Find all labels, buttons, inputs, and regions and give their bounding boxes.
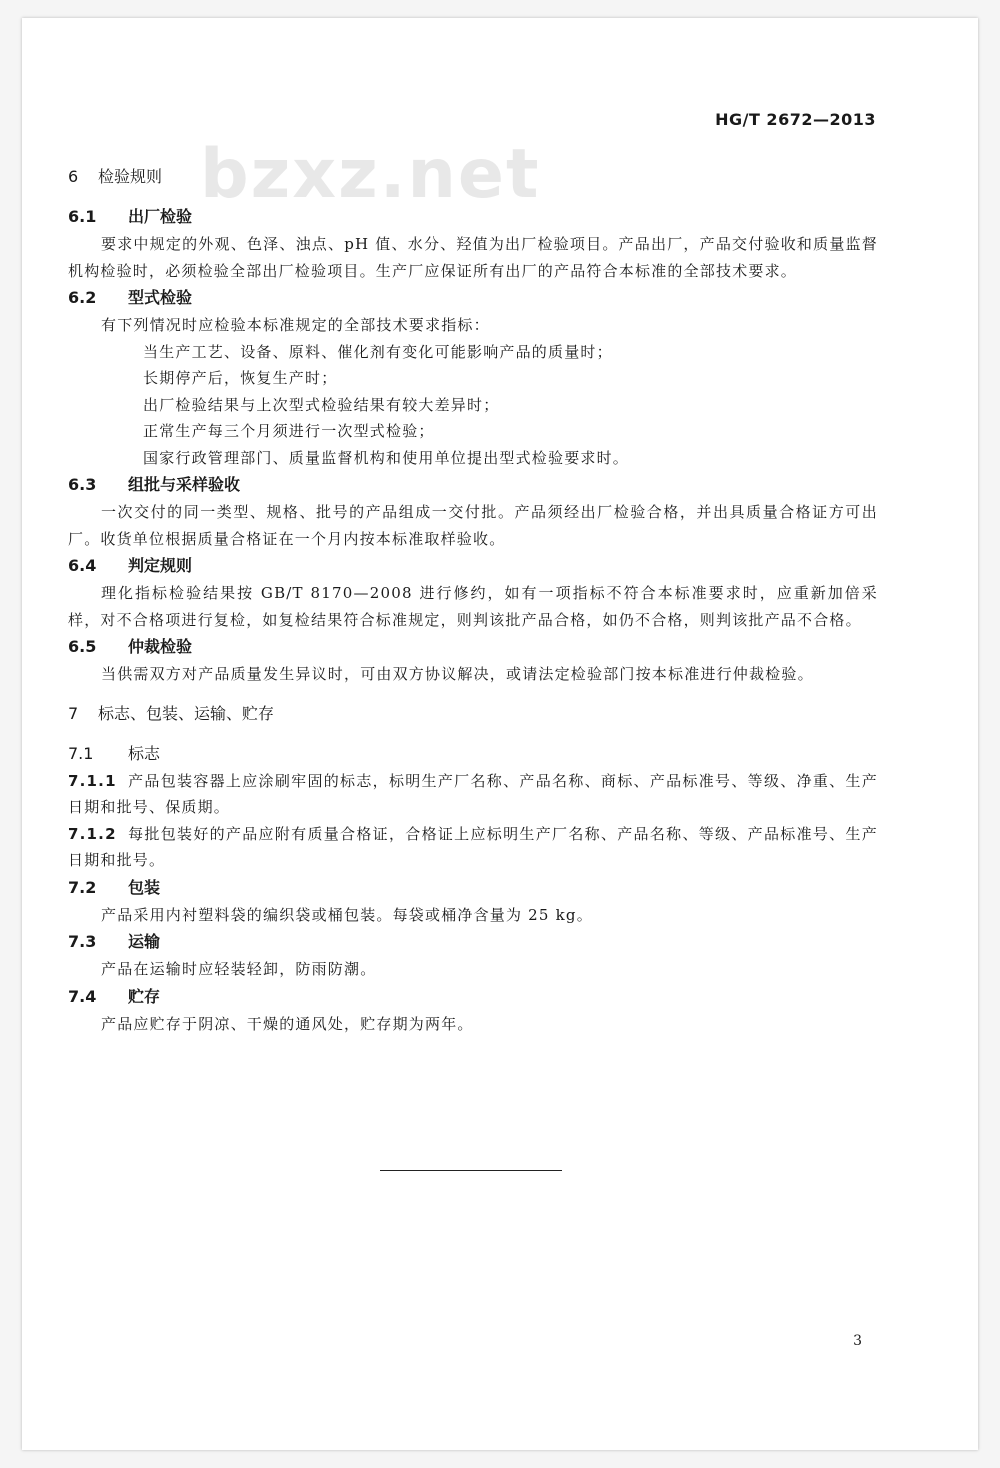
section-title: 出厂检验 — [128, 207, 193, 226]
section-7-4-heading — [68, 983, 878, 1011]
paragraph: 有下列情况时应检验本标准规定的全部技术要求指标： — [101, 316, 490, 334]
end-of-document-rule — [380, 1170, 562, 1171]
section-number: 6.4 — [68, 556, 97, 575]
section-number: 7.4 — [68, 986, 97, 1006]
section-title: 组批与采样验收 — [128, 475, 241, 494]
section-number: 7 — [68, 703, 79, 723]
document-body — [68, 163, 878, 1037]
paragraph: 一次交付的同一类型、规格、批号的产品组成一交付批。产品须经出厂检验合格，并出具质量合格证方可出厂。收货单位根据质量合格证在一个月内按本标准取样验收。 — [68, 503, 878, 548]
section-number: 7.3 — [68, 932, 97, 951]
list-item: 正常生产每三个月须进行一次型式检验； — [143, 422, 435, 440]
section-6-3-heading — [68, 471, 878, 499]
clause-7-1-2 — [68, 821, 878, 874]
clause-7-1-1 — [68, 768, 878, 821]
paragraph: 产品在运输时应轻装轻卸，防雨防潮。 — [101, 960, 377, 978]
section-number: 6.5 — [68, 637, 97, 656]
section-title: 型式检验 — [128, 288, 193, 307]
section-title: 贮存 — [128, 986, 161, 1006]
section-number: 6 — [68, 167, 79, 186]
list-item: 国家行政管理部门、质量监督机构和使用单位提出型式检验要求时。 — [143, 448, 630, 467]
paragraph: 理化指标检验结果按 GB/T 8170—2008 进行修约，如有一项指标不符合本标准要求时，应重新加倍采样，对不合格项进行复检，如复检结果符合标准规定，则判该批产品合格，如仍不合格，则判该批产品不合格。 — [68, 584, 878, 629]
section-title: 包装 — [128, 877, 161, 897]
section-7-3-heading — [68, 928, 878, 956]
section-6-4-heading — [68, 552, 878, 580]
section-7-1-heading — [68, 740, 878, 768]
section-6-heading — [68, 163, 878, 191]
section-title: 检验规则 — [98, 167, 163, 186]
paragraph: 要求中规定的外观、色泽、浊点、pH 值、水分、羟值为出厂检验项目。产品出厂，产品交付验收和质量监督机构检验时，必须检验全部出厂检验项目。生产厂应保证所有出厂的产品符合本标准的全部技术要求。 — [68, 235, 878, 280]
section-number: 6.2 — [68, 288, 97, 307]
list-item: 出厂检验结果与上次型式检验结果有较大差异时； — [143, 395, 500, 414]
paragraph: 产品应贮存于阴凉、干燥的通风处，贮存期为两年。 — [101, 1014, 474, 1033]
section-title: 仲裁检验 — [128, 637, 193, 656]
section-number: 7.1 — [68, 743, 94, 763]
standard-code: HG/T 2672—2013 — [715, 110, 876, 129]
section-title: 判定规则 — [128, 556, 193, 575]
section-title: 标志、包装、运输、贮存 — [98, 703, 275, 723]
section-7-2-heading — [68, 874, 878, 902]
watermark: bzxz.net — [200, 135, 541, 214]
section-6-5-heading — [68, 633, 878, 661]
section-number: 6.3 — [68, 475, 97, 494]
section-number: 6.1 — [68, 207, 97, 226]
section-title: 标志 — [128, 743, 161, 763]
section-7-heading — [68, 700, 878, 728]
clause-text: 产品包装容器上应涂刷牢固的标志，标明生产厂名称、产品名称、商标、产品标准号、等级、净重、生产日期和批号、保质期。 — [68, 771, 878, 816]
section-6-2-heading — [68, 284, 878, 312]
clause-number: 7.1.1 — [68, 771, 117, 790]
clause-text: 每批包装好的产品应附有质量合格证，合格证上应标明生产厂名称、产品名称、等级、产品标准号、生产日期和批号。 — [68, 824, 878, 869]
section-6-1-heading — [68, 203, 878, 231]
clause-number: 7.1.2 — [68, 824, 117, 843]
list-item: 当生产工艺、设备、原料、催化剂有变化可能影响产品的质量时； — [143, 342, 613, 361]
page-number: 3 — [853, 1333, 862, 1349]
section-title: 运输 — [128, 932, 161, 951]
paragraph: 产品采用内衬塑料袋的编织袋或桶包装。每袋或桶净含量为 25 kg。 — [101, 905, 593, 924]
list-item: 长期停产后，恢复生产时； — [143, 369, 338, 387]
paragraph: 当供需双方对产品质量发生异议时，可由双方协议解决，或请法定检验部门按本标准进行仲裁检验。 — [101, 665, 814, 683]
section-number: 7.2 — [68, 877, 97, 897]
